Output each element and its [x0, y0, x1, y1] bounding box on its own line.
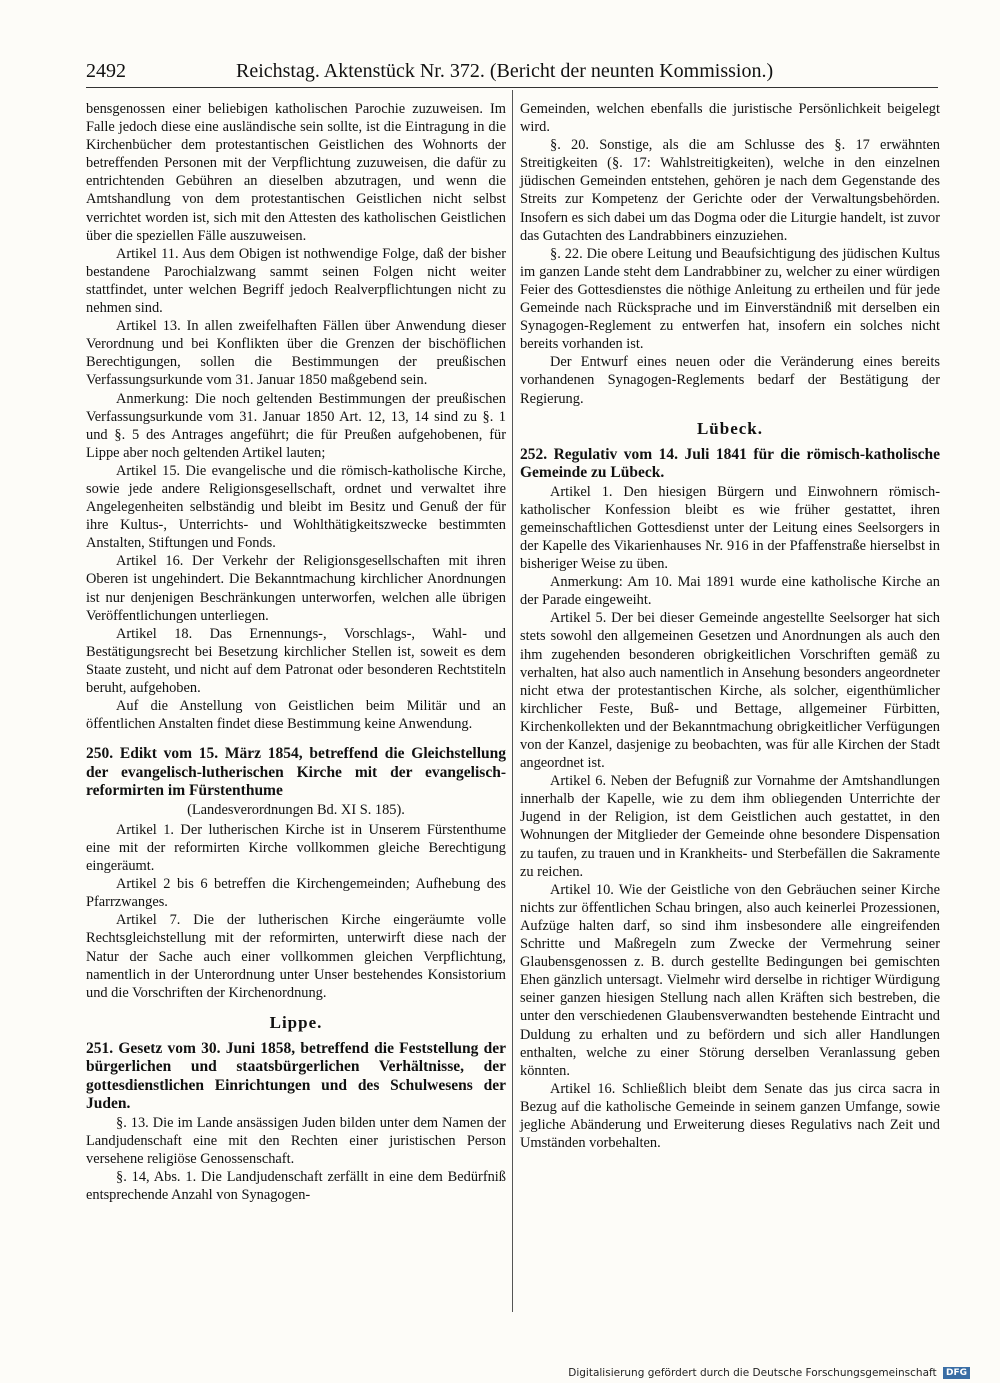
right-column: [520, 100, 940, 1152]
paragraph: §. 14, Abs. 1. Die Landjudenschaft zerfällt in eine dem Bedürfniß entsprechende Anzahl von Synagogen-: [86, 1169, 506, 1204]
credit-text: Digitalisierung gefördert durch die Deutsche Forschungsgemeinschaft: [568, 1367, 937, 1379]
paragraph: bensgenossen einer beliebigen katholischen Parochie zuzuweisen. Im Falle jedoch diese eine ausländische sein sollte, ist die Eintragung in die Kirchenbücher dem protestantischen Geistlichen des Wohnorts der betreffenden Personen mit der Verpflichtung zuzuweisen, die dafür zu entrichtenden Gebühren an dieselben abzutragen, und wenn die Amtshandlung von dem protestantischen Geistlichen nicht selbst verrichtet worden ist, sich mit den Attesten des katholischen Geistlichen über die speziellen Fälle auszuweisen.: [86, 101, 506, 244]
digitization-credit: [560, 1367, 970, 1381]
section-250-source: (Landesverordnungen Bd. XI S. 185).: [187, 801, 405, 818]
paragraph: Artikel 5. Der bei dieser Gemeinde angestellte Seelsorger hat sich stets sowohl den allgemeinen Gesetzen und Anordnungen als auch den ihm zugehenden besonderen obrigkeitlichen Vorschriften gemäß zu verhalten, hat also auch namentlich in Ansehung besonders angeordneter nicht etwa der protestantischen Kirche, als solcher, eigenthümlicher kirchlicher Feste, Buß- und Bettage, allgemeiner Fürbitten, Kirchenkollekten und der Bekanntmachung obrigkeitlicher Verfügungen von der Kanzel, dasjenige zu beobachten, was für alle Kirchen der Stadt angeordnet ist.: [520, 610, 940, 772]
left-column: [86, 100, 506, 1204]
paragraph: Artikel 18. Das Ernennungs-, Vorschlags-, Wahl- und Bestätigungsrecht bei Besetzung kirchlicher Stellen ist, soweit es dem Staate zusteht, und nicht auf dem Patronat oder besonderen Rechtstiteln beruht, aufgehoben.: [86, 625, 506, 696]
paragraph: Artikel 2 bis 6 betreffen die Kirchengemeinden; Aufhebung des Pfarrzwanges.: [86, 876, 506, 911]
paragraph: Auf die Anstellung von Geistlichen beim Militär und an öffentlichen Anstalten findet diese Bestimmung keine Anwendung.: [86, 698, 506, 733]
paragraph: Artikel 6. Neben der Befugniß zur Vornahme der Amtshandlungen innerhalb der Kapelle, wie zu dem ihm obliegenden Unterrichte der Jugend in der Religion, ist dem Geistlichen auch gestattet, in den Wohnungen der Mitglieder der Gemeinde ohne besondere Dispensation zu taufen, zu trauen und in Krankheits- und Sterbefällen die Sakramente zu reichen.: [520, 773, 940, 880]
section-251-title: 251. Gesetz vom 30. Juni 1858, betreffend die Feststellung der bürgerlichen und staatsbürgerlichen Verhältnisse, der gottesdienstlichen Einrichtungen und des Schulwesens der Juden.: [86, 1039, 506, 1113]
paragraph: §. 13. Die im Lande ansässigen Juden bilden unter dem Namen der Landjudenschaft eine mit den Rechten einer juristischen Person versehene religiöse Genossenschaft.: [86, 1114, 506, 1168]
section-250-title: 250. Edikt vom 15. März 1854, betreffend die Gleichstellung der evangelisch-lutherischen Kirche mit der evangelisch-reformirten im Fürstenthume: [86, 745, 506, 800]
paragraph: Artikel 11. Aus dem Obigen ist nothwendige Folge, daß der bisher bestandene Parochialzwang sammt seinen Folgen nicht weiter stattfindet, unter welchen Begriff jedoch Realverpflichtungen nicht zu nehmen sind.: [86, 245, 506, 317]
page-header: [86, 56, 938, 86]
column-divider: [512, 90, 513, 1312]
paragraph: §. 22. Die obere Leitung und Beaufsichtigung des jüdischen Kultus im ganzen Lande steht dem Landrabbiner zu, welcher zu einer würdigen Feier des Gottesdienstes die nöthige Anleitung zu ertheilen und für jede Gemeinde nach Rücksprache und im Einverständniß mit derselben ein Synagogen-Reglement zu entwerfen hat, insofern ein solches nicht bereits vorhanden ist.: [520, 245, 940, 353]
paragraph: Anmerkung: Die noch geltenden Bestimmungen der preußischen Verfassungsurkunde vom 31. Januar 1850 Art. 12, 13, 14 sind zu §. 1 und §. 5 des Antrages angeführt; die für Preußen aufgehobenen, für Lippe aber noch geltenden Artikel lauten;: [86, 390, 506, 461]
paragraph: Artikel 16. Der Verkehr der Religionsgesellschaften mit ihren Oberen ist ungehindert. Die Bekanntmachung kirchlicher Anordnungen ist nur denjenigen Beschränkungen unterworfen, welchen alle übrigen Veröffentlichungen unterliegen.: [86, 553, 506, 624]
section-252-title: 252. Regulativ vom 14. Juli 1841 für die römisch-katholische Gemeinde zu Lübeck.: [520, 445, 940, 482]
header-rule: [86, 87, 938, 88]
dfg-logo-icon: DFG: [943, 1367, 970, 1379]
paragraph: Artikel 7. Die der lutherischen Kirche eingeräumte volle Rechtsgleichstellung mit der reformirten, unterwirft diese nach der Natur der Sache auch einer vollkommen gleichen Verpflichtung, namentlich in der Unterordnung unter Unser bestehendes Konsistorium und die Vorschriften der Kirchenordnung.: [86, 912, 506, 1001]
paragraph: §. 20. Sonstige, als die am Schlusse des §. 17 erwähnten Streitigkeiten (§. 17: Wahlstreitigkeiten), welche in den einzelnen jüdischen Gemeinden entstehen, gehören je nach dem Gegenstande des Streits zur Kompetenz der Gerichte oder der Verwaltungsbehörden. Insofern es sich dabei um das Dogma oder die Liturgie handelt, ist zuvor das Gutachten des Landrabbiners einzuziehen.: [520, 137, 940, 244]
state-heading-luebeck: Lübeck.: [696, 418, 764, 438]
paragraph: Artikel 10. Wie der Geistliche von den Gebräuchen seiner Kirche nichts zur öffentlichen Schau bringen, also auch keinerlei Prozessionen, Aufzüge halten darf, so sind ihm insbesondere alle eingreifenden Schritte und Maßregeln zum Zwecke der Vermehrung seiner Glaubensgenossen z. B. durch gestellte Bedingungen bei gemischten Ehen gänzlich untersagt. Vielmehr wird derselbe in richtiger Würdigung seiner ganzen hiesigen Stellung nach allen Kräften sich bestreben, die unter den verschiedenen Glaubensverwandten bestehende Eintracht und Duldung zu erhalten und zu befördern und sich aller Handlungen enthalten, welche zu einer Störung derselben Veranlassung geben könnten.: [520, 881, 940, 1079]
paragraph: Der Entwurf eines neuen oder die Veränderung eines bereits vorhandenen Synagogen-Reglements bedarf der Bestätigung der Regierung.: [520, 354, 940, 407]
paragraph: Artikel 15. Die evangelische und die römisch-katholische Kirche, sowie jede andere Religionsgesellschaft, ordnet und verwaltet ihre Angelegenheiten selbständig und bleibt im Besitz und Genuß der für ihre Kultus-, Unterrichts- und Wohlthätigkeitszwecke bestimmten Anstalten, Stiftungen und Fonds.: [86, 462, 506, 552]
paragraph: Artikel 1. Den hiesigen Bürgern und Einwohnern römisch-katholischer Konfession bleibt es wie früher gestattet, ihren gemeinschaftlichen Gottesdienst unter der Leitung eines Seelsorgers in der Kapelle des Vikarienhauses Nr. 916 in der Pfaffenstraße hierselbst in bisheriger Weise zu üben.: [520, 483, 940, 573]
paragraph: Gemeinden, welchen ebenfalls die juristische Persönlichkeit beigelegt wird.: [520, 101, 940, 136]
paragraph: Artikel 13. In allen zweifelhaften Fällen über Anwendung dieser Verordnung und bei Konflikten über die Grenzen der bischöflichen Berechtigungen, sollen die Bestimmungen der preußischen Verfassungsurkunde vom 31. Januar 1850 maßgebend sein.: [86, 318, 506, 389]
paragraph: Artikel 16. Schließlich bleibt dem Senate das jus circa sacra in Bezug auf die katholische Gemeinde in seinem ganzen Umfange, sowie jegliche Abänderung und Erweiterung dieses Regulativs nach Zeit und Umständen vorbehalten.: [520, 1080, 940, 1152]
page-number: 2492: [86, 60, 126, 82]
paragraph: Artikel 1. Der lutherischen Kirche ist in Unserem Fürstenthume eine mit der reformirten Kirche vollkommen gleiche Berechtigung eingeräumt.: [86, 821, 506, 875]
running-title: Reichstag. Aktenstück Nr. 372. (Bericht der neunten Kommission.): [236, 60, 774, 82]
paragraph: Anmerkung: Am 10. Mai 1891 wurde eine katholische Kirche an der Parade eingeweiht.: [520, 574, 940, 609]
state-heading-lippe: Lippe.: [269, 1012, 323, 1032]
